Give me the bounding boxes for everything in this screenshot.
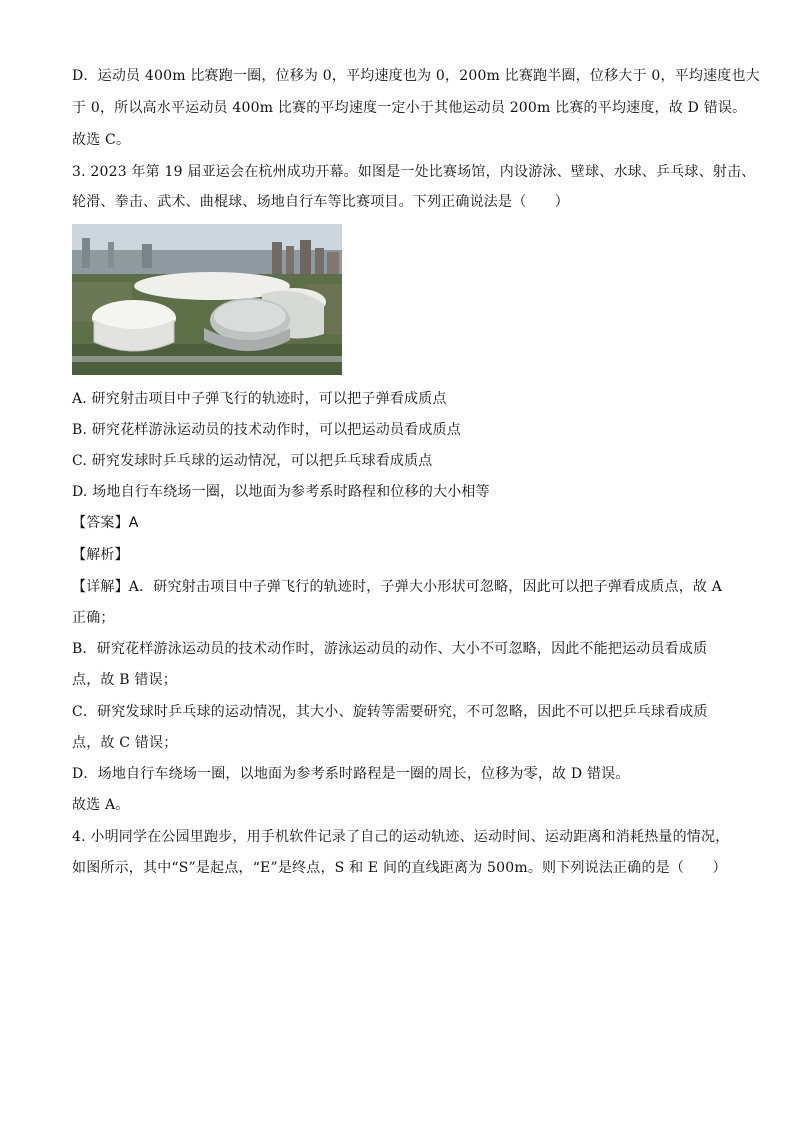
option-d: D. 场地自行车绕场一圈，以地面为参考系时路程和位移的大小相等 (72, 484, 490, 500)
text-line: 于 0，所以高水平运动员 400m 比赛的平均速度一定小于其他运动员 200m 比赛的平均速度，故 D 错误。 (72, 100, 747, 116)
detail-line: 正确； (72, 610, 115, 626)
option-c: C. 研究发球时乒乓球的运动情况，可以把乒乓球看成质点 (72, 453, 433, 469)
question-4-stem: 4. 小明同学在公园里跑步，用手机软件记录了自己的运动轨迹、运动时间、运动距离和消耗热量的情况， (72, 829, 730, 845)
answer-label: 【答案】A (72, 515, 139, 531)
text-line: D．运动员 400m 比赛跑一圈，位移为 0，平均速度也为 0，200m 比赛跑半圈，位移大于 0，平均速度也大 (72, 68, 760, 84)
stadium-photo-illustration (72, 224, 342, 375)
analysis-label: 【解析】 (72, 547, 129, 563)
question-3-stem: 3. 2023 年第 19 届亚运会在杭州成功开幕。如图是一处比赛场馆，内设游泳、壁球、水球、乒乓球、射击、 (72, 164, 756, 180)
stadium-aerial-photo (72, 224, 342, 375)
detail-line: B．研究花样游泳运动员的技术动作时，游泳运动员的动作、大小不可忽略，因此不能把运动员看成质 (72, 641, 708, 657)
detail-line: 故选 A。 (72, 797, 130, 813)
question-3-stem-cont: 轮滑、拳击、武术、曲棍球、场地自行车等比赛项目。下列正确说法是（ ） (72, 194, 569, 210)
detail-line: 点，故 B 错误； (72, 672, 177, 688)
detail-line: 点，故 C 错误； (72, 735, 178, 751)
option-a: A. 研究射击项目中子弹飞行的轨迹时，可以把子弹看成质点 (72, 391, 447, 407)
text-line: 故选 C。 (72, 132, 131, 148)
question-4-stem-cont: 如图所示，其中“S”是起点，“E”是终点，S 和 E 间的直线距离为 500m。则下列说法正确的是（ ） (72, 860, 727, 876)
option-b: B. 研究花样游泳运动员的技术动作时，可以把运动员看成质点 (72, 422, 461, 438)
detail-line: C．研究发球时乒乓球的运动情况，其大小、旋转等需要研究，不可忽略，因此不可以把乒乓球看成质 (72, 704, 708, 720)
detail-line: D．场地自行车绕场一圈，以地面为参考系时路程是一圈的周长，位移为零，故 D 错误。 (72, 766, 630, 782)
detail-line: 【详解】A．研究射击项目中子弹飞行的轨迹时，子弹大小形状可忽略，因此可以把子弹看成质点，故 A (72, 579, 723, 595)
